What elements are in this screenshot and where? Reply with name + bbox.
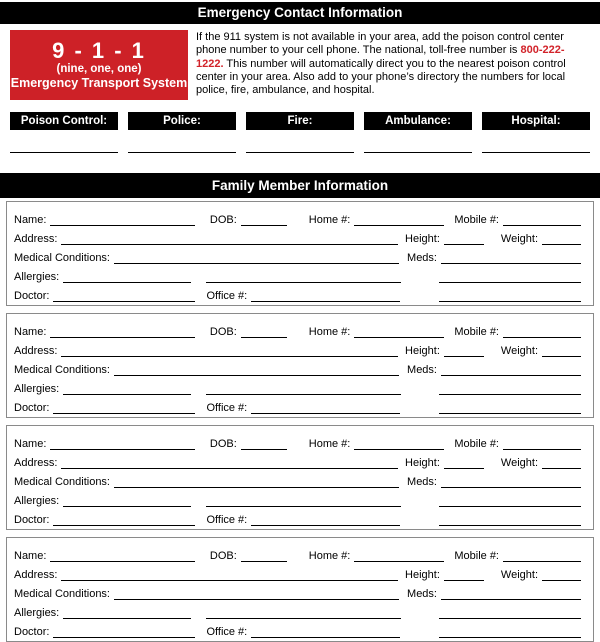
contact-label-bar: Hospital:: [482, 112, 590, 130]
contact-column: [364, 112, 472, 153]
address-label: Address:: [14, 233, 58, 245]
home-phone-field-line[interactable]: [354, 215, 444, 226]
doctor-label: Doctor:: [14, 626, 50, 638]
meds-label: Meds:: [407, 364, 437, 376]
doctor-field-line[interactable]: [53, 403, 195, 414]
allergies-continuation-line[interactable]: [206, 272, 401, 283]
dob-field-line[interactable]: [241, 327, 287, 338]
intro-section: [10, 30, 590, 100]
family-member-box: [6, 537, 594, 642]
height-label: Height:: [405, 569, 440, 581]
home-phone-field-line[interactable]: [354, 551, 444, 562]
allergies-field-line[interactable]: [63, 496, 191, 507]
member-row-name: [14, 543, 581, 562]
weight-field-line[interactable]: [542, 570, 581, 581]
dob-field-line[interactable]: [241, 439, 287, 450]
name-field-line[interactable]: [50, 327, 194, 338]
meds-label: Meds:: [407, 252, 437, 264]
family-boxes: [0, 201, 600, 642]
member-row-doctor: [14, 507, 581, 526]
allergies-continuation-line[interactable]: [206, 384, 401, 395]
doctor-field-line[interactable]: [53, 515, 195, 526]
member-row-allergies: [14, 264, 581, 283]
contact-fill-line[interactable]: [10, 130, 118, 153]
name-label: Name:: [14, 550, 47, 562]
doctor-label: Doctor:: [14, 402, 50, 414]
home-phone-label: Home #:: [308, 438, 351, 450]
allergies-label: Allergies:: [14, 607, 60, 619]
dob-label: DOB:: [209, 326, 237, 338]
height-label: Height:: [405, 457, 440, 469]
medical-conditions-label: Medical Conditions:: [14, 476, 110, 488]
address-label: Address:: [14, 345, 58, 357]
member-row-address: [14, 562, 581, 581]
mobile-phone-label: Mobile #:: [454, 438, 499, 450]
office-phone-field-line[interactable]: [251, 627, 400, 638]
contact-label-bar: Poison Control:: [10, 112, 118, 130]
member-row-allergies: [14, 488, 581, 507]
meds-continuation-line-1[interactable]: [439, 496, 581, 507]
medical-conditions-label: Medical Conditions:: [14, 364, 110, 376]
meds-continuation-line-2[interactable]: [439, 291, 581, 302]
allergies-label: Allergies:: [14, 271, 60, 283]
doctor-field-line[interactable]: [53, 291, 195, 302]
weight-label: Weight:: [500, 233, 538, 245]
home-phone-field-line[interactable]: [354, 439, 444, 450]
member-row-address: [14, 450, 581, 469]
mobile-phone-field-line[interactable]: [503, 439, 581, 450]
contact-column: [10, 112, 118, 153]
member-row-doctor: [14, 395, 581, 414]
meds-continuation-line-1[interactable]: [439, 384, 581, 395]
name-label: Name:: [14, 326, 47, 338]
member-row-allergies: [14, 376, 581, 395]
height-field-line[interactable]: [444, 458, 484, 469]
allergies-field-line[interactable]: [63, 384, 191, 395]
weight-label: Weight:: [500, 345, 538, 357]
mobile-phone-field-line[interactable]: [503, 215, 581, 226]
medical-conditions-field-line[interactable]: [114, 477, 399, 488]
address-field-line[interactable]: [61, 234, 398, 245]
allergies-label: Allergies:: [14, 383, 60, 395]
address-field-line[interactable]: [61, 346, 398, 357]
meds-continuation-line-1[interactable]: [439, 272, 581, 283]
height-field-line[interactable]: [444, 234, 484, 245]
paragraph-text-after: This number will automatically direct you to the nearest poison control center in your area. Also add to your phone’s directory the numbers for local police, fire, ambulance, and hospital.: [196, 57, 566, 97]
member-row-medical: [14, 469, 581, 488]
contact-column: [128, 112, 236, 153]
member-row-medical: [14, 245, 581, 264]
mobile-phone-field-line[interactable]: [503, 551, 581, 562]
dob-field-line[interactable]: [241, 215, 287, 226]
contact-fill-line[interactable]: [364, 130, 472, 153]
weight-label: Weight:: [500, 569, 538, 581]
home-phone-label: Home #:: [308, 550, 351, 562]
address-field-line[interactable]: [61, 458, 398, 469]
height-field-line[interactable]: [444, 346, 484, 357]
mobile-phone-label: Mobile #:: [454, 550, 499, 562]
contact-column: [246, 112, 354, 153]
doctor-label: Doctor:: [14, 290, 50, 302]
contact-label-bar: Police:: [128, 112, 236, 130]
doctor-label: Doctor:: [14, 514, 50, 526]
contact-fill-line[interactable]: [482, 130, 590, 153]
meds-continuation-line-2[interactable]: [439, 627, 581, 638]
911-words: (nine, one, one): [56, 63, 142, 75]
name-label: Name:: [14, 438, 47, 450]
meds-label: Meds:: [407, 588, 437, 600]
poison-control-phone-number: 800-222-1222.: [196, 44, 565, 70]
member-row-doctor: [14, 283, 581, 302]
address-label: Address:: [14, 457, 58, 469]
mobile-phone-field-line[interactable]: [503, 327, 581, 338]
member-row-name: [14, 431, 581, 450]
member-row-name: [14, 207, 581, 226]
member-row-address: [14, 338, 581, 357]
home-phone-field-line[interactable]: [354, 327, 444, 338]
office-phone-label: Office #:: [206, 514, 248, 526]
dob-label: DOB:: [209, 214, 237, 226]
contacts-row: [10, 112, 590, 153]
member-row-allergies: [14, 600, 581, 619]
member-row-medical: [14, 357, 581, 376]
contact-column: [482, 112, 590, 153]
weight-field-line[interactable]: [542, 346, 581, 357]
weight-field-line[interactable]: [542, 234, 581, 245]
name-field-line[interactable]: [50, 215, 194, 226]
911-red-box: [10, 30, 188, 100]
mobile-phone-label: Mobile #:: [454, 326, 499, 338]
contact-fill-line[interactable]: [246, 130, 354, 153]
office-phone-field-line[interactable]: [251, 515, 400, 526]
page-title: Emergency Contact Information: [0, 2, 600, 24]
member-row-address: [14, 226, 581, 245]
allergies-field-line[interactable]: [63, 608, 191, 619]
medical-conditions-field-line[interactable]: [114, 365, 399, 376]
office-phone-field-line[interactable]: [251, 403, 400, 414]
medical-conditions-label: Medical Conditions:: [14, 252, 110, 264]
allergies-label: Allergies:: [14, 495, 60, 507]
family-member-box: [6, 313, 594, 418]
address-field-line[interactable]: [61, 570, 398, 581]
member-row-medical: [14, 581, 581, 600]
mobile-phone-label: Mobile #:: [454, 214, 499, 226]
medical-conditions-field-line[interactable]: [114, 253, 399, 264]
name-field-line[interactable]: [50, 551, 194, 562]
allergies-continuation-line[interactable]: [206, 496, 401, 507]
meds-field-line[interactable]: [441, 365, 581, 376]
member-row-doctor: [14, 619, 581, 638]
paragraph-text-before: If the 911 system is not available in your area, add the poison control center phone number to your cell phone. The national, toll-free number is: [196, 31, 564, 57]
meds-field-line[interactable]: [441, 589, 581, 600]
poison-control-paragraph: [196, 30, 590, 100]
home-phone-label: Home #:: [308, 214, 351, 226]
weight-label: Weight:: [500, 457, 538, 469]
home-phone-label: Home #:: [308, 326, 351, 338]
meds-field-line[interactable]: [441, 477, 581, 488]
address-label: Address:: [14, 569, 58, 581]
meds-continuation-line-1[interactable]: [439, 608, 581, 619]
meds-label: Meds:: [407, 476, 437, 488]
meds-field-line[interactable]: [441, 253, 581, 264]
height-label: Height:: [405, 345, 440, 357]
allergies-field-line[interactable]: [63, 272, 191, 283]
medical-conditions-label: Medical Conditions:: [14, 588, 110, 600]
family-member-box: [6, 201, 594, 306]
contact-fill-line[interactable]: [128, 130, 236, 153]
allergies-continuation-line[interactable]: [206, 608, 401, 619]
meds-continuation-line-2[interactable]: [439, 403, 581, 414]
member-row-name: [14, 319, 581, 338]
office-phone-label: Office #:: [206, 290, 248, 302]
dob-label: DOB:: [209, 438, 237, 450]
office-phone-label: Office #:: [206, 626, 248, 638]
name-field-line[interactable]: [50, 439, 194, 450]
doctor-field-line[interactable]: [53, 627, 195, 638]
contact-label-bar: Fire:: [246, 112, 354, 130]
dob-field-line[interactable]: [241, 551, 287, 562]
height-field-line[interactable]: [444, 570, 484, 581]
office-phone-label: Office #:: [206, 402, 248, 414]
family-member-box: [6, 425, 594, 530]
911-number: 9 - 1 - 1: [52, 38, 146, 63]
dob-label: DOB:: [209, 550, 237, 562]
name-label: Name:: [14, 214, 47, 226]
911-caption: Emergency Transport System: [10, 76, 188, 90]
office-phone-field-line[interactable]: [251, 291, 400, 302]
weight-field-line[interactable]: [542, 458, 581, 469]
family-section-title: Family Member Information: [0, 173, 600, 198]
medical-conditions-field-line[interactable]: [114, 589, 399, 600]
contact-label-bar: Ambulance:: [364, 112, 472, 130]
height-label: Height:: [405, 233, 440, 245]
meds-continuation-line-2[interactable]: [439, 515, 581, 526]
